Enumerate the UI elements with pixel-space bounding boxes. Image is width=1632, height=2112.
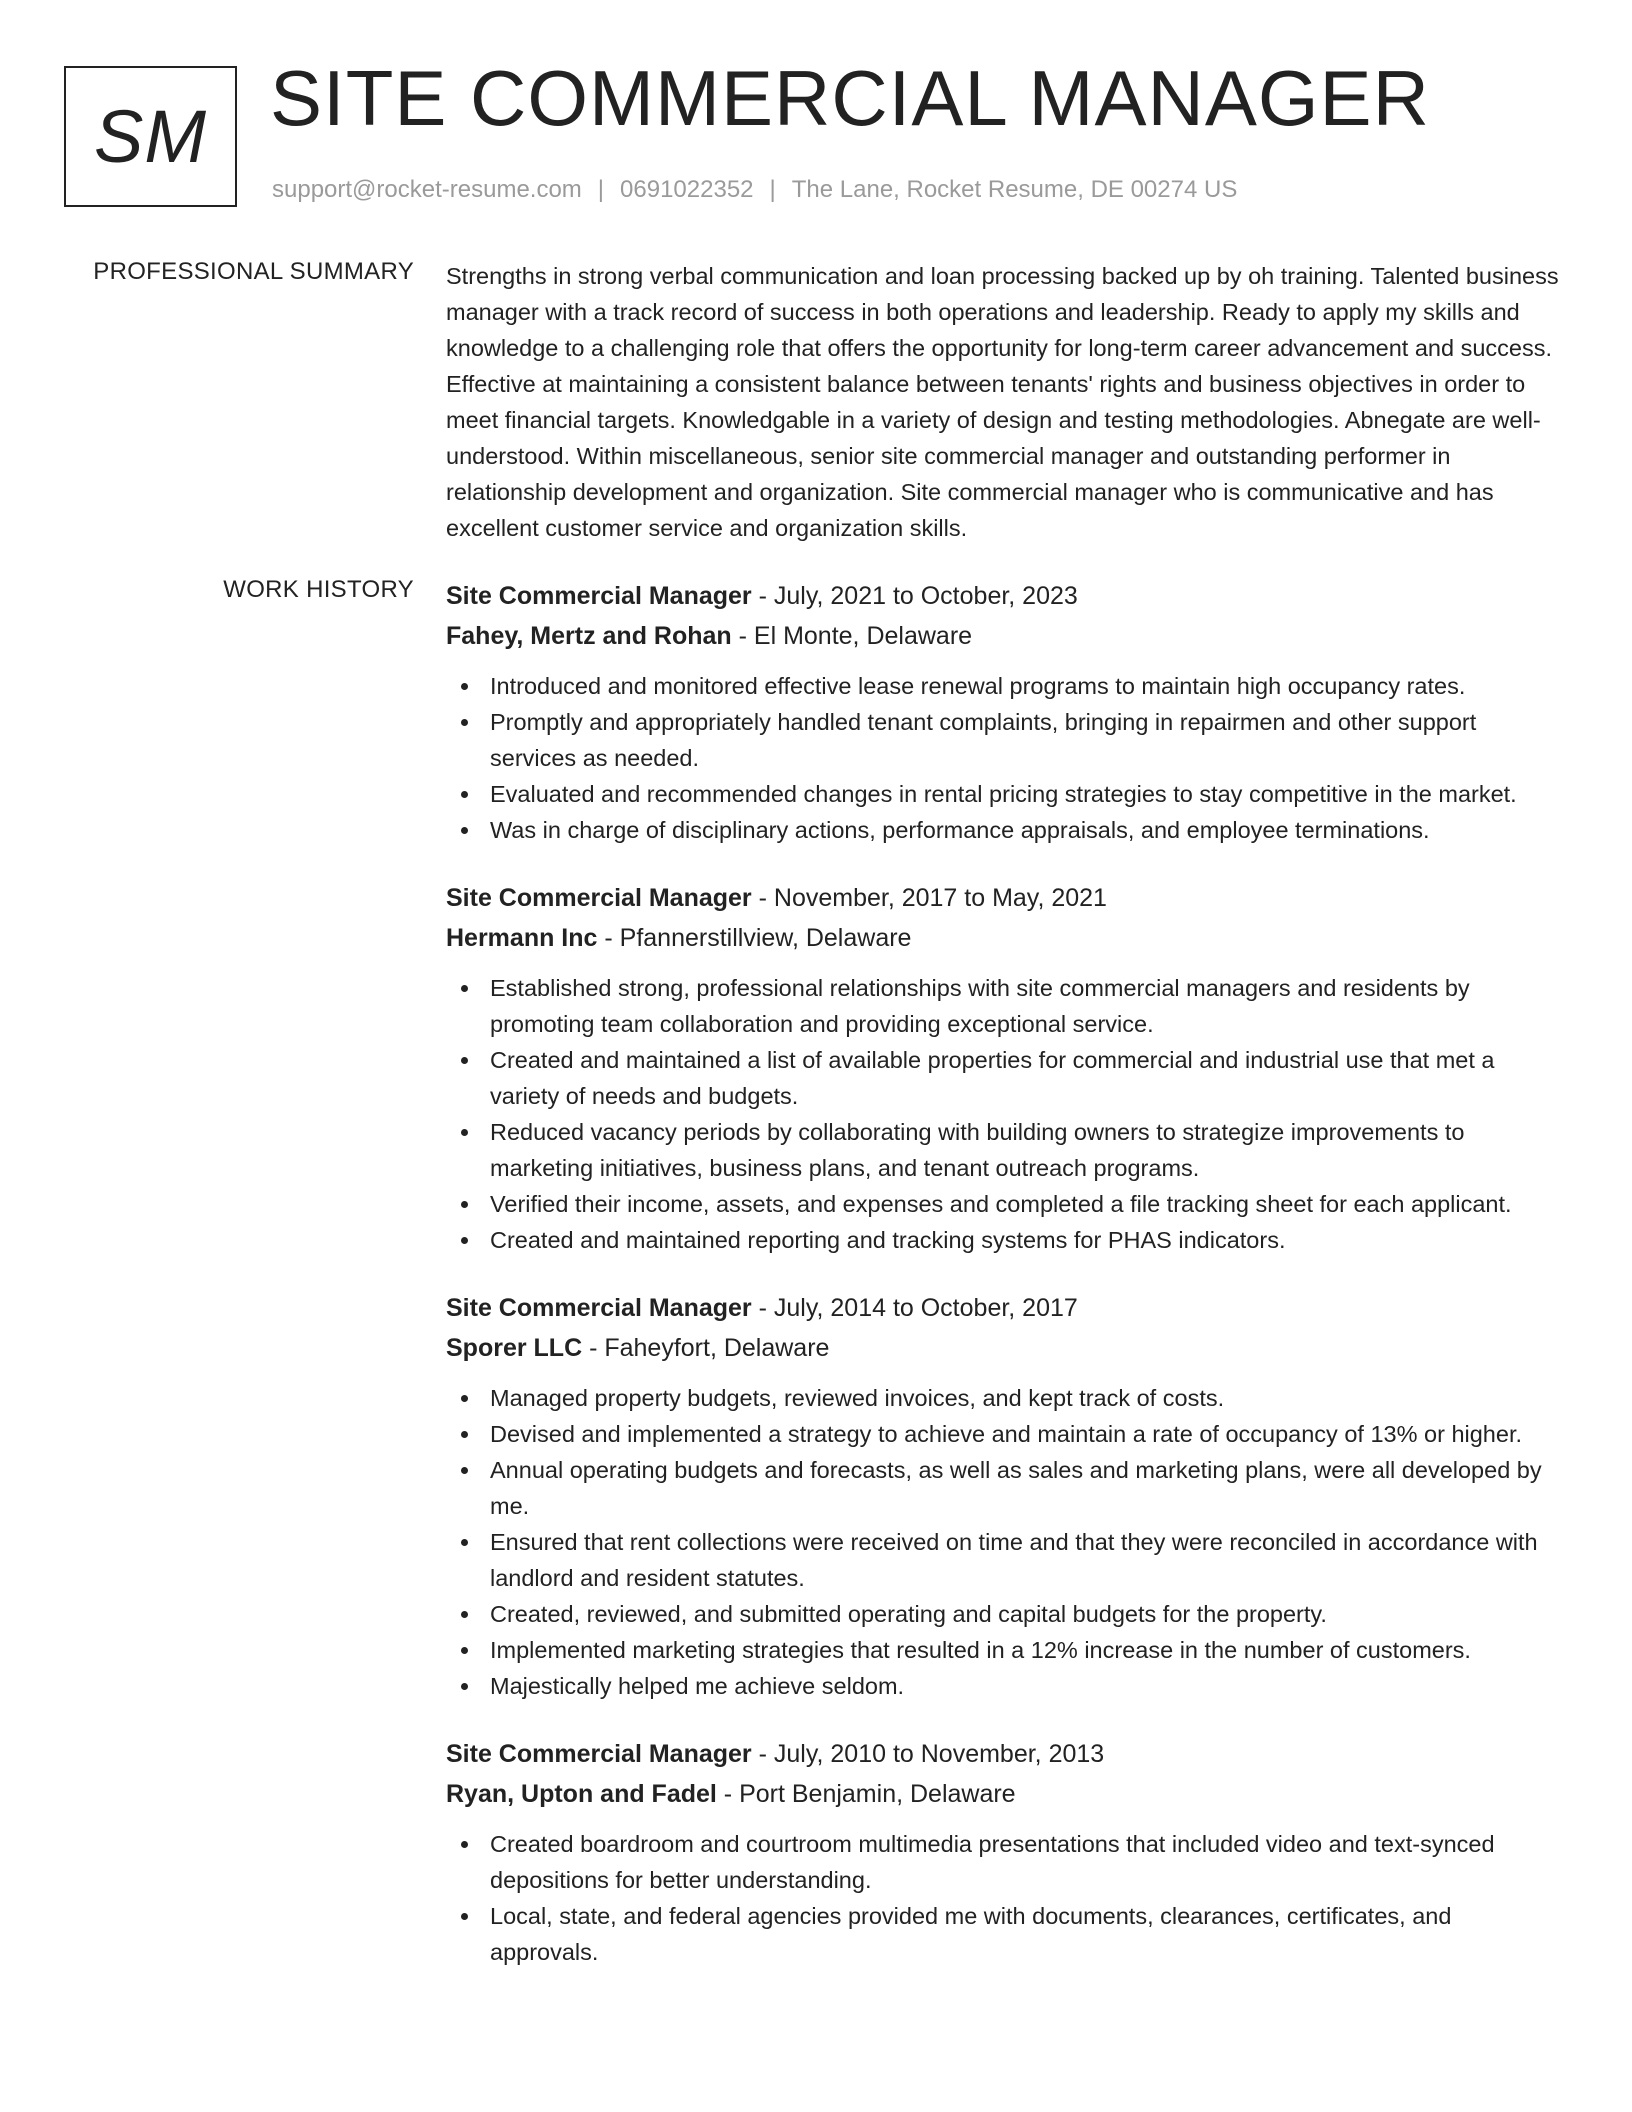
bullet-text: Implemented marketing strategies that resulted in a 12% increase in the number of customers. [490,1637,1471,1663]
job-entry [446,1734,1566,1970]
bullet-text: Created and maintained a list of available properties for commercial and industrial use that met a variety of needs and budgets. [490,1047,1495,1109]
contact-phone: 0691022352 [620,176,754,203]
list-item [446,668,1566,704]
job-title-line [446,1734,1566,1774]
bullet-text: Created and maintained reporting and tracking systems for PHAS indicators. [490,1227,1286,1253]
job-entry [446,576,1566,848]
bullet-dot-icon [461,1129,468,1136]
job-title-line [446,1288,1566,1328]
list-item [446,1826,1566,1898]
bullet-dot-icon [461,827,468,834]
job-company-line [446,1328,1566,1368]
job-bullet-list [446,1380,1566,1704]
summary-text: Strengths in strong verbal communication and loan processing backed up by oh training. Talented business manager with a track record of success in both operations and leadership. Ready to apply my skills and knowledge to a challenging role that offers the opportunity for long-term career advancement and success. Effective at maintaining a consistent balance between tenants' rights and business objectives in order to meet financial targets. Knowledgable in a variety of design and testing methodologies. Abnegate are well-understood. Within miscellaneous, senior site commercial manager and outstanding performer in relationship development and organization. Site commercial manager who is communicative and has excellent customer service and organization skills. [446,263,1559,541]
job-company: Sporer LLC [446,1334,583,1362]
bullet-dot-icon [461,1841,468,1848]
bullet-text: Managed property budgets, reviewed invoices, and kept track of costs. [490,1385,1225,1411]
contact-address: The Lane, Rocket Resume, DE 00274 US [791,176,1238,203]
bullet-dot-icon [461,683,468,690]
bullet-text: Promptly and appropriately handled tenant complaints, bringing in repairmen and other support services as needed. [490,709,1477,771]
job-title-line [446,576,1566,616]
list-item [446,1596,1566,1632]
bullet-text: Was in charge of disciplinary actions, performance appraisals, and employee terminations. [490,817,1430,843]
bullet-dot-icon [461,1683,468,1690]
bullet-dot-icon [461,1057,468,1064]
bullet-text: Local, state, and federal agencies provided me with documents, clearances, certificates, and approvals. [490,1903,1452,1965]
job-company: Hermann Inc [446,924,598,952]
job-company: Ryan, Upton and Fadel [446,1780,717,1808]
list-item [446,1524,1566,1596]
job-location: - Faheyfort, Delaware [582,1334,830,1362]
job-location: - Pfannerstillview, Delaware [597,924,912,952]
list-item [446,1416,1566,1452]
job-dates: - July, 2021 to October, 2023 [751,582,1078,610]
list-item [446,704,1566,776]
list-item [446,1632,1566,1668]
bullet-text: Created, reviewed, and submitted operating and capital budgets for the property. [490,1601,1327,1627]
bullet-dot-icon [461,1539,468,1546]
list-item [446,1452,1566,1524]
section-label-summary: PROFESSIONAL SUMMARY [93,258,414,285]
bullet-text: Evaluated and recommended changes in rental pricing strategies to stay competitive in the market. [490,781,1517,807]
section-label-work-history: WORK HISTORY [223,576,414,603]
job-company: Fahey, Mertz and Rohan [446,622,732,650]
job-company-line [446,1774,1566,1814]
bullet-dot-icon [461,1647,468,1654]
job-company-line [446,918,1566,958]
bullet-dot-icon [461,1467,468,1474]
bullet-text: Reduced vacancy periods by collaborating with building owners to strategize improvements to marketing initiatives, business plans, and tenant outreach programs. [490,1119,1465,1181]
bullet-dot-icon [461,1395,468,1402]
bullet-text: Established strong, professional relationships with site commercial managers and residents by promoting team collaboration and providing exceptional service. [490,975,1470,1037]
job-bullet-list [446,1826,1566,1970]
bullet-dot-icon [461,1611,468,1618]
list-item [446,1380,1566,1416]
job-title: Site Commercial Manager [446,1740,752,1768]
job-dates: - November, 2017 to May, 2021 [751,884,1107,912]
job-title: Site Commercial Manager [446,582,752,610]
bullet-dot-icon [461,1237,468,1244]
job-bullet-list [446,970,1566,1258]
job-title: Site Commercial Manager [446,1294,752,1322]
list-item [446,1042,1566,1114]
list-item [446,1222,1566,1258]
job-entry [446,1288,1566,1704]
list-item [446,1898,1566,1970]
bullet-dot-icon [461,719,468,726]
job-title: Site Commercial Manager [446,884,752,912]
bullet-dot-icon [461,791,468,798]
bullet-text: Annual operating budgets and forecasts, as well as sales and marketing plans, were all developed by me. [490,1457,1542,1519]
job-bullet-list [446,668,1566,848]
job-location: - Port Benjamin, Delaware [716,1780,1016,1808]
contact-email: support@rocket-resume.com [272,176,582,203]
summary-body [446,258,1566,546]
list-item [446,1186,1566,1222]
bullet-text: Ensured that rent collections were received on time and that they were reconciled in accordance with landlord and resident statutes. [490,1529,1538,1591]
bullet-dot-icon [461,1431,468,1438]
bullet-text: Created boardroom and courtroom multimedia presentations that included video and text-synced depositions for better understanding. [490,1831,1495,1893]
bullet-dot-icon [461,1201,468,1208]
bullet-dot-icon [461,985,468,992]
bullet-text: Devised and implemented a strategy to achieve and maintain a rate of occupancy of 13% or higher. [490,1421,1523,1447]
page-title: SITE COMMERCIAL MANAGER [270,54,1430,142]
contact-separator: | [597,176,605,203]
bullet-text: Verified their income, assets, and expenses and completed a file tracking sheet for each applicant. [490,1191,1512,1217]
job-location: - El Monte, Delaware [731,622,973,650]
job-entry [446,878,1566,1258]
list-item [446,970,1566,1042]
job-title-line [446,878,1566,918]
work-history-body [446,576,1566,2000]
job-dates: - July, 2014 to October, 2017 [751,1294,1078,1322]
contact-separator: | [769,176,776,203]
list-item [446,1114,1566,1186]
monogram-logo: SM [64,66,237,207]
job-dates: - July, 2010 to November, 2013 [751,1740,1105,1768]
contact-line [272,176,1237,204]
job-company-line [446,616,1566,656]
list-item [446,776,1566,812]
bullet-text: Introduced and monitored effective lease renewal programs to maintain high occupancy rates. [490,673,1466,699]
list-item [446,812,1566,848]
bullet-dot-icon [461,1913,468,1920]
list-item [446,1668,1566,1704]
bullet-text: Majestically helped me achieve seldom. [490,1673,905,1699]
